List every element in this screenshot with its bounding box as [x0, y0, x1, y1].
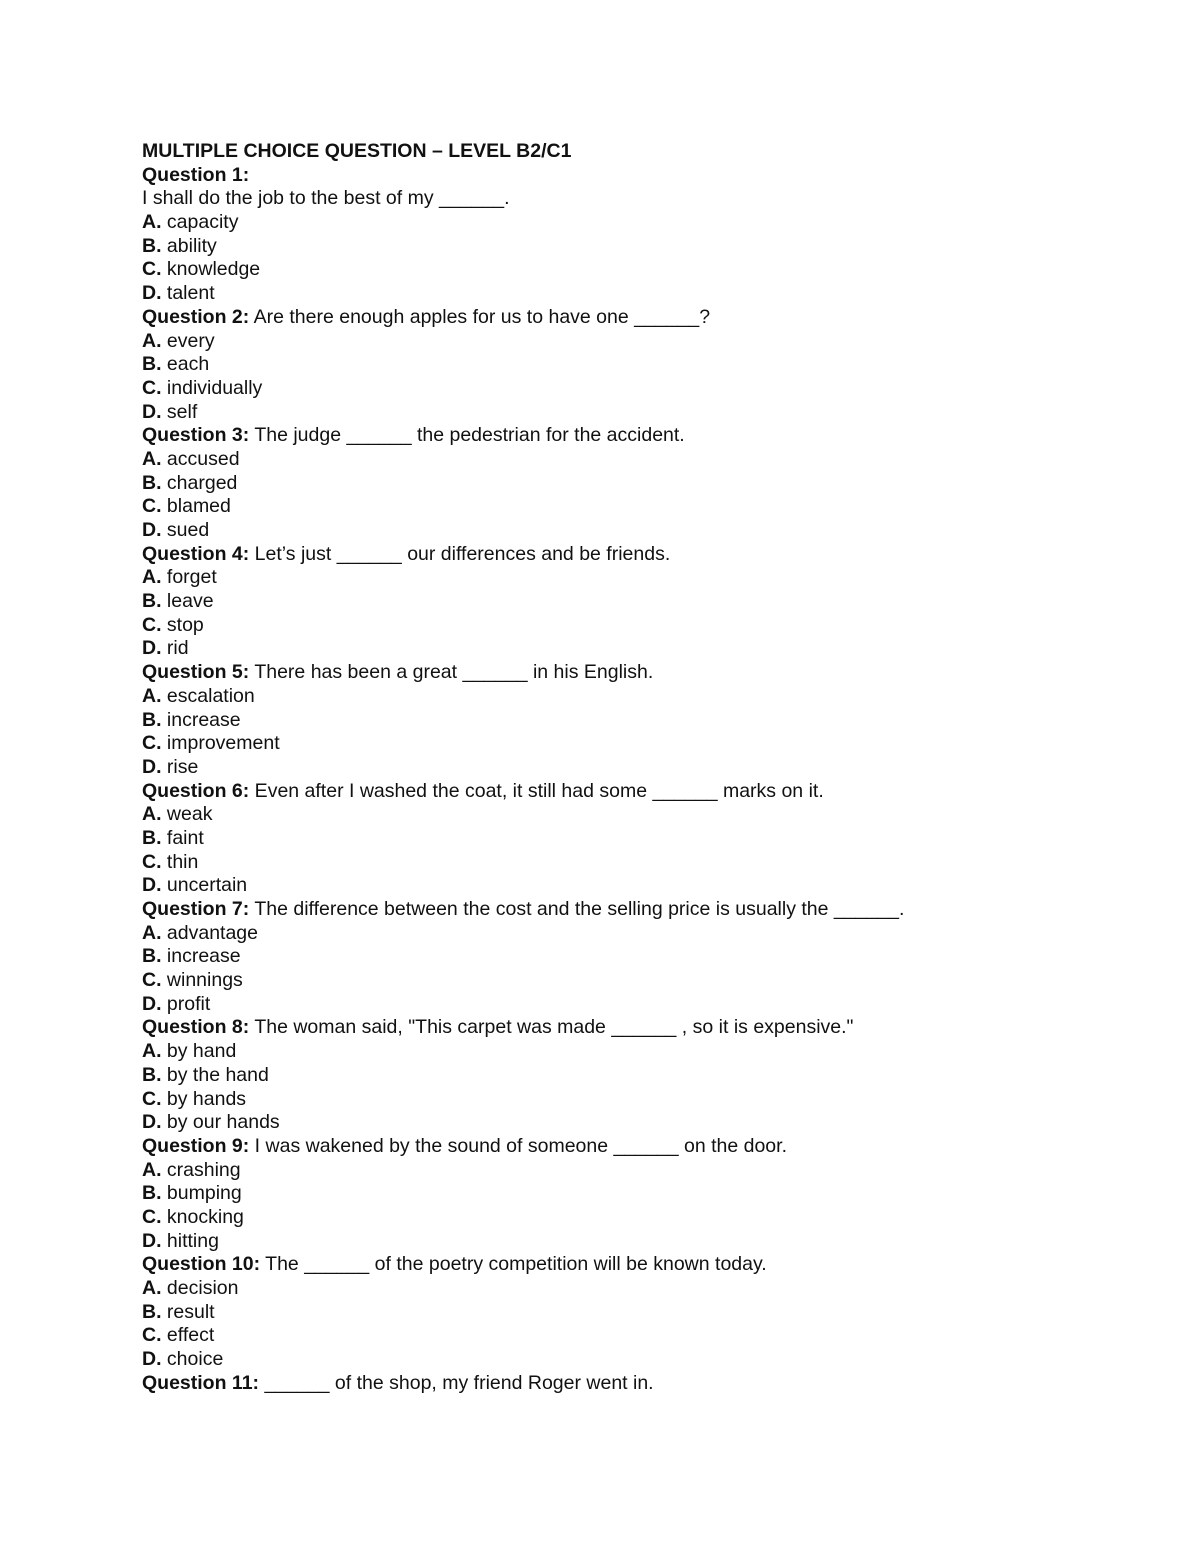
option-b — [142, 353, 1142, 377]
option-letter: D. — [142, 637, 162, 660]
question-5-heading — [142, 661, 1142, 685]
option-letter: A. — [142, 803, 162, 826]
option-letter: B. — [142, 1182, 162, 1205]
option-text: by hands — [161, 1087, 247, 1110]
option-text: choice — [161, 1348, 224, 1371]
option-letter: A. — [142, 684, 162, 707]
option-letter: D. — [142, 1348, 162, 1371]
option-c — [142, 1324, 1142, 1348]
option-text: escalation — [161, 684, 255, 707]
option-c — [142, 851, 1142, 875]
option-text: sued — [161, 519, 210, 541]
option-text: crashing — [161, 1158, 241, 1181]
question-3-heading — [142, 424, 1142, 448]
question-label: Question 5: — [142, 661, 250, 684]
option-text: every — [161, 329, 215, 352]
option-b — [142, 945, 1142, 969]
option-letter: A. — [142, 1277, 162, 1299]
option-b — [142, 1301, 1142, 1325]
option-letter: B. — [142, 353, 162, 376]
option-a — [142, 922, 1142, 946]
option-text: effect — [161, 1324, 215, 1347]
option-text: profit — [161, 992, 211, 1015]
option-text: weak — [161, 803, 213, 826]
option-letter: C. — [142, 850, 162, 873]
option-letter: D. — [142, 992, 162, 1015]
option-text: decision — [161, 1277, 239, 1299]
option-text: winnings — [161, 969, 243, 992]
option-letter: C. — [142, 1205, 162, 1228]
option-text: leave — [161, 590, 214, 613]
option-d — [142, 993, 1142, 1017]
option-text: thin — [161, 850, 199, 873]
question-label: Question 6: — [142, 779, 250, 802]
question-label: Question 7: — [142, 898, 250, 920]
option-a — [142, 803, 1142, 827]
option-c — [142, 614, 1142, 638]
option-text: self — [161, 400, 198, 423]
option-c — [142, 377, 1142, 401]
option-c — [142, 495, 1142, 519]
option-b — [142, 472, 1142, 496]
question-label: Question 9: — [142, 1134, 250, 1157]
option-letter: A. — [142, 211, 162, 234]
option-letter: B. — [142, 1300, 162, 1323]
option-letter: B. — [142, 1063, 162, 1086]
option-text: stop — [161, 613, 204, 636]
option-letter: C. — [142, 1324, 162, 1347]
question-6-heading — [142, 780, 1142, 804]
question-text: Let’s just ______ our differences and be friends. — [249, 542, 671, 565]
question-text: ______ of the shop, my friend Roger went in. — [259, 1371, 654, 1394]
question-2-heading — [142, 306, 1142, 330]
option-letter: C. — [142, 613, 162, 636]
option-letter: D. — [142, 755, 162, 778]
option-text: accused — [161, 447, 240, 470]
option-text: increase — [161, 945, 241, 968]
question-label: Question 3: — [142, 424, 250, 447]
option-b — [142, 590, 1142, 614]
option-b — [142, 1064, 1142, 1088]
option-text: advantage — [161, 921, 259, 944]
option-letter: B. — [142, 471, 162, 494]
option-text: each — [161, 353, 210, 376]
option-d — [142, 637, 1142, 661]
option-b — [142, 1182, 1142, 1206]
question-label: Question 8: — [142, 1016, 250, 1039]
option-c — [142, 969, 1142, 993]
option-d — [142, 1348, 1142, 1372]
question-label: Question 10: — [142, 1253, 261, 1276]
document-body — [142, 140, 1142, 1395]
option-d — [142, 1111, 1142, 1135]
option-text: uncertain — [161, 874, 248, 897]
document-title: MULTIPLE CHOICE QUESTION – LEVEL B2/C1 — [142, 140, 572, 162]
option-d — [142, 282, 1142, 306]
option-text: by the hand — [161, 1063, 269, 1086]
option-text: bumping — [161, 1182, 242, 1205]
option-c — [142, 1206, 1142, 1230]
option-text: knowledge — [161, 258, 261, 281]
option-a — [142, 330, 1142, 354]
option-a — [142, 211, 1142, 235]
question-1-text: I shall do the job to the best of my ______. — [142, 187, 510, 210]
option-text: increase — [161, 708, 241, 731]
question-8-heading — [142, 1016, 1142, 1040]
question-11-heading — [142, 1372, 1142, 1396]
option-d — [142, 874, 1142, 898]
question-9-heading — [142, 1135, 1142, 1159]
option-c — [142, 732, 1142, 756]
option-text: improvement — [161, 732, 280, 755]
option-c — [142, 258, 1142, 282]
option-text: hitting — [161, 1229, 219, 1252]
option-d — [142, 401, 1142, 425]
option-text: faint — [161, 826, 204, 849]
question-label: Question 11: — [142, 1371, 260, 1394]
option-letter: C. — [142, 732, 162, 755]
option-a — [142, 566, 1142, 590]
question-text: I was wakened by the sound of someone ______ on the door. — [249, 1134, 787, 1157]
option-text: blamed — [161, 495, 231, 518]
option-a — [142, 1277, 1142, 1301]
option-letter: C. — [142, 376, 162, 399]
option-text: rise — [161, 755, 199, 778]
option-text: rid — [161, 637, 189, 660]
question-text: The woman said, "This carpet was made ______ , so it is expensive." — [249, 1016, 854, 1039]
option-c — [142, 1088, 1142, 1112]
question-text: The ______ of the poetry competition will be known today. — [260, 1253, 767, 1276]
question-label: Question 1: — [142, 163, 250, 186]
question-label: Question 2: — [142, 305, 250, 328]
option-letter: D. — [142, 1111, 162, 1134]
option-d — [142, 1230, 1142, 1254]
option-letter: D. — [142, 282, 162, 305]
option-letter: B. — [142, 590, 162, 613]
option-a — [142, 448, 1142, 472]
option-letter: A. — [142, 566, 162, 589]
option-a — [142, 1040, 1142, 1064]
option-letter: D. — [142, 519, 162, 541]
option-letter: C. — [142, 1087, 162, 1110]
option-text: result — [161, 1300, 215, 1323]
option-a — [142, 1159, 1142, 1183]
option-text: knocking — [161, 1205, 244, 1228]
option-letter: B. — [142, 826, 162, 849]
option-letter: A. — [142, 1158, 162, 1181]
option-letter: A. — [142, 329, 162, 352]
question-text: The judge ______ the pedestrian for the accident. — [249, 424, 685, 447]
option-b — [142, 709, 1142, 733]
option-text: charged — [161, 471, 238, 494]
option-letter: D. — [142, 400, 162, 423]
option-letter: A. — [142, 447, 162, 470]
option-b — [142, 827, 1142, 851]
question-7-heading — [142, 898, 1142, 922]
option-b — [142, 235, 1142, 259]
option-letter: D. — [142, 1229, 162, 1252]
option-text: by our hands — [161, 1111, 280, 1134]
option-letter: C. — [142, 495, 162, 518]
option-text: talent — [161, 282, 215, 305]
option-letter: A. — [142, 921, 162, 944]
question-text: Even after I washed the coat, it still had some ______ marks on it. — [249, 779, 824, 802]
question-text: There has been a great ______ in his English. — [249, 661, 654, 684]
option-text: ability — [161, 234, 217, 257]
option-letter: B. — [142, 945, 162, 968]
option-letter: C. — [142, 258, 162, 281]
option-letter: B. — [142, 708, 162, 731]
question-4-heading — [142, 543, 1142, 567]
option-a — [142, 685, 1142, 709]
option-letter: C. — [142, 969, 162, 992]
option-text: forget — [161, 566, 217, 589]
option-text: individually — [161, 376, 263, 399]
option-d — [142, 756, 1142, 780]
question-10-heading — [142, 1253, 1142, 1277]
question-text: Are there enough apples for us to have one ______? — [249, 305, 711, 328]
question-text: The difference between the cost and the selling price is usually the ______. — [249, 898, 905, 920]
option-letter: B. — [142, 234, 162, 257]
question-1-heading — [142, 164, 1142, 188]
option-letter: D. — [142, 874, 162, 897]
option-text: by hand — [161, 1040, 237, 1063]
option-letter: A. — [142, 1040, 162, 1063]
question-label: Question 4: — [142, 542, 250, 565]
option-text: capacity — [161, 211, 239, 234]
option-d — [142, 519, 1142, 543]
